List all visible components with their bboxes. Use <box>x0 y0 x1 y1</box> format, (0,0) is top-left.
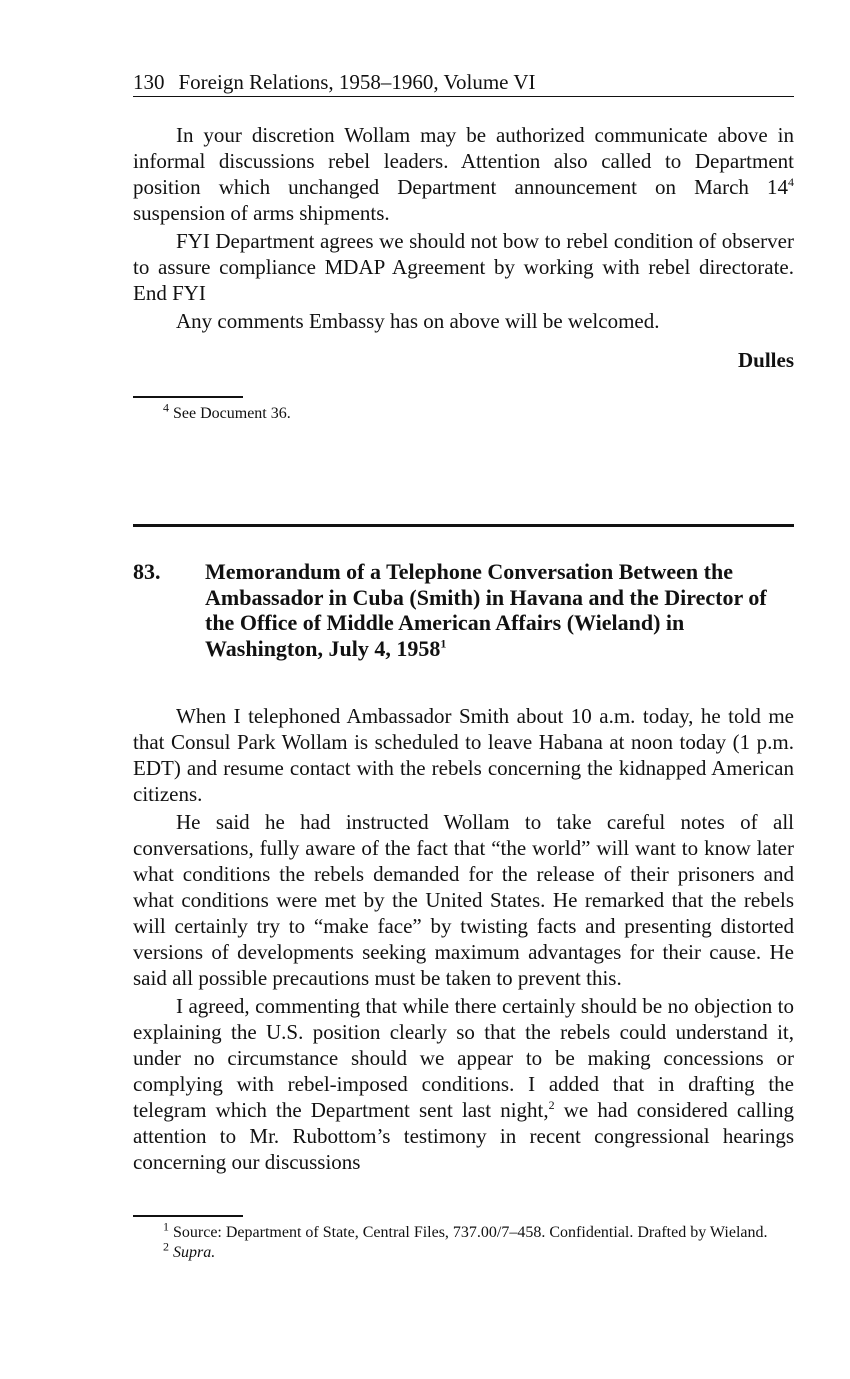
footnote-ref: 2 <box>548 1098 555 1112</box>
footnote-divider <box>133 396 243 398</box>
footnote-divider <box>133 1215 243 1217</box>
document-heading <box>133 559 794 661</box>
running-title: Foreign Relations, 1958–1960, Volume VI <box>178 70 536 94</box>
footnote: $^2$ Supra. <box>163 1239 216 1261</box>
signature: Dulles <box>737 348 794 372</box>
running-header <box>133 68 794 97</box>
document-body <box>133 703 794 1175</box>
previous-footnotes <box>133 400 794 424</box>
footnote: $^1$ Source: Department of State, Central Files, 737.00/7–458. Confidential. Drafted by Wieland. <box>163 1219 768 1241</box>
previous-document-text <box>133 122 794 334</box>
page-number: 130 <box>133 70 165 94</box>
paragraph: When I telephoned Ambassador Smith about 10 a.m. today, he told me that Consul Park Wollam is scheduled to leave Habana at noon today (1 p.m. EDT) and resume contact with the rebels concerning the kidnapped American citizens. <box>133 704 794 806</box>
footnote: $^4$ See Document 36. <box>163 400 291 422</box>
paragraph: He said he had instructed Wollam to take careful notes of all conversations, fully aware of the fact that “the world” will want to know later what conditions the rebels demanded for the release of their prisoners and what conditions were met by the United States. He remarked that the rebels will certainly try to “make face” by twisting facts and presenting distorted versions of developments seeking maximum advantages for their cause. He said all possible precautions must be taken to prevent this. <box>133 810 794 990</box>
paragraph: In your discretion Wollam may be authorized communicate above in informal discussions rebel leaders. Attention also called to Department position which unchanged Department announcement on March $14^4$ suspension of arms shipments. <box>133 123 794 225</box>
paragraph: FYI Department agrees we should not bow to rebel condition of observer to assure compliance MDAP Agreement by working with rebel directorate. End FYI <box>133 229 794 305</box>
document-number: 83. <box>133 559 161 584</box>
footnote-ref: 1 <box>440 636 447 651</box>
paragraph: Any comments Embassy has on above will be welcomed. <box>176 309 660 333</box>
document-footnotes <box>133 1219 794 1263</box>
document-title: Memorandum of a Telephone Conversation Between the Ambassador in Cuba (Smith) in Havana and the Director of the Office of Middle American Affairs (Wieland) in Washington, July 4, 1958 <box>205 559 767 661</box>
paragraph: I agreed, commenting that while there certainly should be no objection to explaining the U.S. position clearly so that the rebels could understand it, under no circumstance should we appear to be making concessions or complying with rebel-imposed conditions. I added that in drafting the telegram which the Department sent last night,$^2$ we had considered calling attention to Mr. Rubottom’s testimony in recent congressional hearings concerning our discussions <box>133 994 794 1174</box>
section-divider <box>133 524 794 527</box>
footnote-ref: 4 <box>788 175 794 189</box>
